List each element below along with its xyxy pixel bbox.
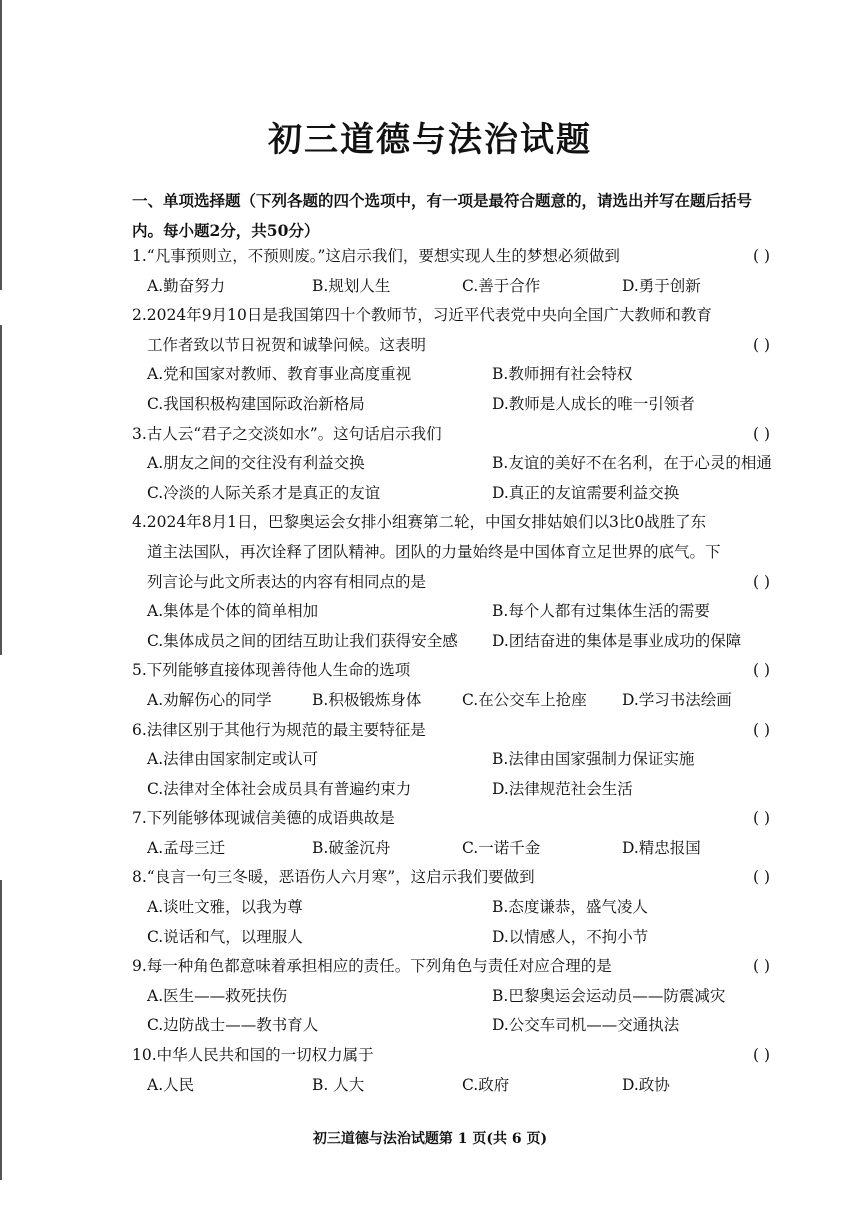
answer-blank[interactable]: ( )	[752, 661, 770, 680]
question-stem: 6.法律区别于其他行为规范的最主要特征是	[132, 720, 426, 739]
scan-edge-line	[0, 325, 2, 655]
option-c: C.在公交车上抢座	[462, 690, 587, 709]
option-a: A.法律由国家制定或认可	[147, 750, 319, 769]
question-stem: 1.“凡事预则立，不预则废。”这启示我们，要想实现人生的梦想必须做到	[132, 247, 620, 265]
question-10	[132, 1041, 782, 1100]
option-a: A.医生——救死扶伤	[147, 986, 288, 1005]
page-footer: 初三道德与法治试题第 1 页(共 6 页)	[312, 1131, 548, 1147]
option-d: D.学习书法绘画	[622, 690, 732, 709]
option-row	[132, 272, 782, 302]
question-stem-row	[132, 952, 782, 982]
option-row	[132, 360, 782, 390]
option-a: A.劝解伤心的同学	[147, 690, 272, 709]
question-stem-row	[132, 508, 782, 538]
answer-blank[interactable]: ( )	[752, 572, 770, 591]
option-a: A.孟母三迁	[147, 838, 226, 857]
option-d: D.以情感人，不拘小节	[492, 927, 649, 946]
option-row	[132, 627, 782, 657]
option-b: B.巴黎奥运会运动员——防震减灾	[492, 986, 726, 1005]
option-a: A.人民	[147, 1075, 195, 1094]
option-c: C.边防战士——教书育人	[147, 1016, 319, 1035]
question-stem-row	[132, 804, 782, 834]
question-stem-row	[132, 331, 782, 361]
question-stem-row	[132, 1041, 782, 1071]
question-7	[132, 804, 782, 863]
option-row	[132, 745, 782, 775]
question-stem: 4.2024年8月1日，巴黎奥运会女排小组赛第二轮，中国女排姑娘们以3比0战胜了东	[132, 513, 707, 532]
question-stem-row	[132, 863, 782, 893]
question-stem-row	[132, 420, 782, 450]
option-d: D.团结奋进的集体是事业成功的保障	[492, 631, 742, 650]
option-row	[132, 923, 782, 953]
option-c: C.一诺千金	[462, 838, 541, 857]
option-b: B.每个人都有过集体生活的需要	[492, 602, 710, 621]
answer-blank[interactable]: ( )	[752, 335, 770, 354]
option-row	[132, 775, 782, 805]
question-stem: 道主法国队，再次诠释了团队精神。团队的力量始终是中国体育立足世界的底气。下	[147, 542, 721, 561]
option-row	[132, 893, 782, 923]
answer-blank[interactable]: ( )	[752, 1046, 770, 1065]
option-c: C.政府	[462, 1075, 510, 1094]
option-c: C.法律对全体社会成员具有普遍约束力	[147, 779, 412, 798]
question-stem: 工作者致以节日祝贺和诚挚问候。这表明	[147, 335, 427, 354]
option-row	[132, 479, 782, 509]
option-b: B. 人大	[312, 1075, 365, 1094]
option-c: C.说话和气，以理服人	[147, 927, 303, 946]
question-stem-row	[132, 242, 782, 272]
option-row	[132, 686, 782, 716]
option-a: A.朋友之间的交往没有利益交换	[147, 454, 365, 473]
question-3	[132, 420, 782, 509]
option-b: B.教师拥有社会特权	[492, 365, 633, 384]
answer-blank[interactable]: ( )	[752, 868, 770, 887]
option-row	[132, 597, 782, 627]
question-4	[132, 508, 782, 656]
option-d: D.教师是人成长的唯一引领者	[492, 394, 695, 413]
question-5	[132, 656, 782, 715]
question-8	[132, 863, 782, 952]
option-row	[132, 390, 782, 420]
question-stem-row	[132, 568, 782, 598]
option-a: A.勤奋努力	[147, 276, 226, 295]
question-9	[132, 952, 782, 1041]
option-d: D.公交车司机——交通执法	[492, 1016, 680, 1035]
option-d: D.法律规范社会生活	[492, 779, 633, 798]
answer-blank[interactable]: ( )	[752, 809, 770, 828]
question-6	[132, 716, 782, 805]
answer-blank[interactable]: ( )	[752, 424, 770, 443]
page-title: 初三道德与法治试题	[268, 120, 592, 160]
question-stem-row	[132, 538, 782, 568]
option-a: A.集体是个体的简单相加	[147, 602, 319, 621]
question-stem: 3.古人云“君子之交淡如水”。这句话启示我们	[132, 424, 442, 443]
option-a: A.党和国家对教师、教育事业高度重视	[147, 365, 412, 384]
question-stem: 9.每一种角色都意味着承担相应的责任。下列角色与责任对应合理的是	[132, 957, 612, 976]
option-c: C.我国积极构建国际政治新格局	[147, 394, 365, 413]
question-stem: 5.下列能够直接体现善待他人生命的选项	[132, 661, 411, 680]
option-d: D.真正的友谊需要利益交换	[492, 483, 680, 502]
option-a: A.谈吐文雅，以我为尊	[147, 898, 303, 917]
option-d: D.政协	[622, 1075, 670, 1094]
question-1	[132, 242, 782, 301]
option-row	[132, 1011, 782, 1041]
option-b: B.友谊的美好不在名利，在于心灵的相通	[492, 454, 772, 473]
option-c: C.集体成员之间的团结互助让我们获得安全感	[147, 631, 458, 650]
option-d: D.勇于创新	[622, 276, 701, 295]
option-c: C.冷淡的人际关系才是真正的友谊	[147, 483, 381, 502]
answer-blank[interactable]: ( )	[752, 957, 770, 976]
question-stem: 10.中华人民共和国的一切权力属于	[132, 1046, 374, 1065]
question-stem: 7.下列能够体现诚信美德的成语典故是	[132, 809, 395, 828]
answer-blank[interactable]: ( )	[752, 247, 770, 265]
question-stem-row	[132, 301, 782, 331]
option-d: D.精忠报国	[622, 838, 701, 857]
option-row	[132, 834, 782, 864]
question-stem: 8.“良言一句三冬暖，恶语伤人六月寒”，这启示我们要做到	[132, 868, 535, 887]
question-stem: 2.2024年9月10日是我国第四十个教师节，习近平代表党中央向全国广大教师和教育	[132, 306, 712, 325]
option-b: B.破釜沉舟	[312, 838, 391, 857]
question-2	[132, 301, 782, 419]
option-b: B.规划人生	[312, 276, 391, 295]
option-b: B.态度谦恭，盛气凌人	[492, 898, 648, 917]
question-list	[132, 242, 782, 1100]
option-row	[132, 449, 782, 479]
option-row	[132, 982, 782, 1012]
answer-blank[interactable]: ( )	[752, 720, 770, 739]
option-c: C.善于合作	[462, 276, 541, 295]
question-stem-row	[132, 656, 782, 686]
option-b: B.积极锻炼身体	[312, 690, 422, 709]
option-row	[132, 1071, 782, 1101]
section-heading: 一、单项选择题（下列各题的四个选项中，有一项是最符合题意的，请选出并写在题后括号内。每小题2分，共50分）	[132, 191, 753, 240]
question-stem: 列言论与此文所表达的内容有相同点的是	[147, 572, 427, 591]
option-b: B.法律由国家强制力保证实施	[492, 750, 695, 769]
question-stem-row	[132, 716, 782, 746]
